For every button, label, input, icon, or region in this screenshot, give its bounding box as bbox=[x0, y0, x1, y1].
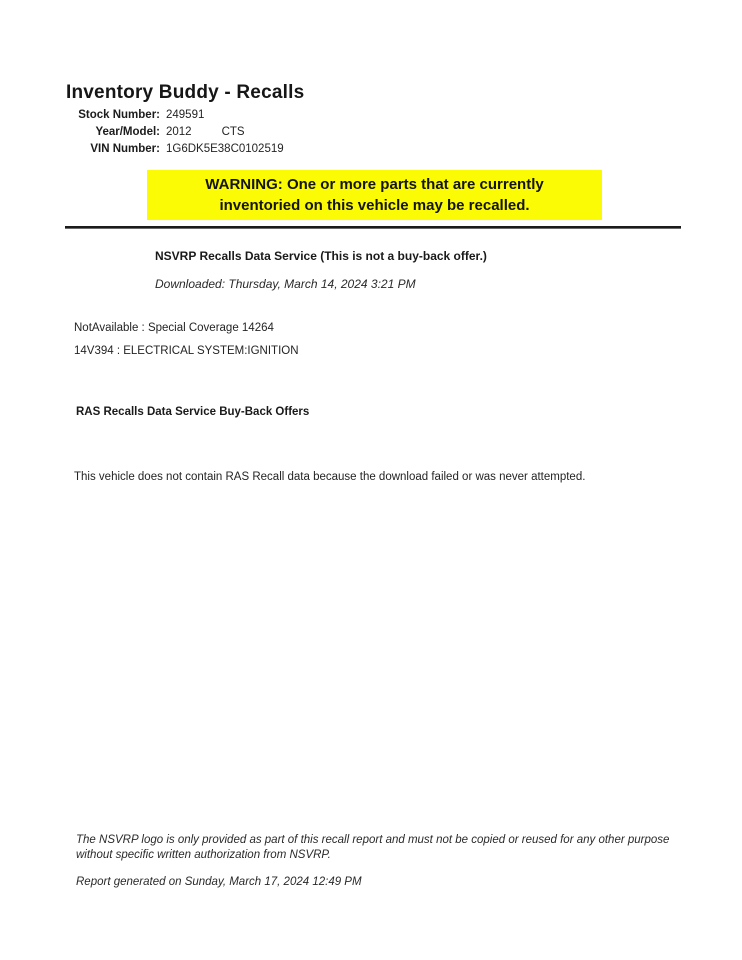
warning-line-1: WARNING: One or more parts that are currently bbox=[205, 176, 544, 193]
vehicle-info-block bbox=[66, 107, 284, 158]
year-value: 2012 bbox=[166, 126, 192, 138]
report-generated-timestamp: Report generated on Sunday, March 17, 2024 12:49 PM bbox=[76, 876, 362, 888]
ras-status-text: This vehicle does not contain RAS Recall data because the download failed or was never attempted. bbox=[74, 471, 586, 483]
model-value: CTS bbox=[221, 126, 245, 138]
vin-value: 1G6DK5E38C0102519 bbox=[166, 143, 284, 155]
page-title: Inventory Buddy - Recalls bbox=[66, 82, 305, 103]
recall-item: 14V394 : ELECTRICAL SYSTEM:IGNITION bbox=[74, 345, 299, 357]
recall-warning-banner bbox=[147, 170, 602, 220]
vin-row bbox=[66, 141, 284, 158]
vin-label: VIN Number: bbox=[90, 143, 160, 155]
stock-number-row bbox=[66, 107, 284, 124]
ras-section-heading: RAS Recalls Data Service Buy-Back Offers bbox=[76, 406, 310, 418]
footer-disclaimer: The NSVRP logo is only provided as part of this recall report and must not be copied or reused for any other purpose without specific written authorization from NSVRP. bbox=[76, 834, 670, 861]
recall-item: NotAvailable : Special Coverage 14264 bbox=[74, 322, 274, 334]
nsvrp-downloaded-timestamp: Downloaded: Thursday, March 14, 2024 3:21 PM bbox=[155, 277, 416, 291]
stock-number-label: Stock Number: bbox=[78, 109, 160, 121]
year-model-row bbox=[66, 124, 284, 141]
nsvrp-section-heading: NSVRP Recalls Data Service (This is not a buy-back offer.) bbox=[155, 249, 487, 263]
warning-line-2: inventoried on this vehicle may be recalled. bbox=[219, 197, 530, 214]
stock-number-value: 249591 bbox=[166, 109, 205, 121]
section-divider-rule bbox=[65, 226, 681, 229]
year-model-label: Year/Model: bbox=[95, 126, 160, 138]
